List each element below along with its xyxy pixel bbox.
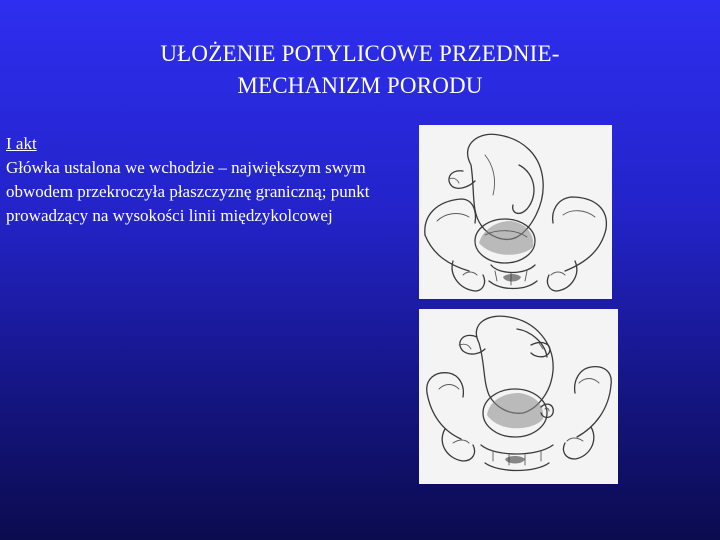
fetal-head-engaged-in-pelvis-illustration xyxy=(419,125,612,299)
description-paragraph: Główka ustalona we wchodzie – największym swym obwodem przekroczyła płaszczyznę graniczną; punkt prowadzący na wysokości linii międzykolcowej xyxy=(6,158,370,225)
act-heading: I akt xyxy=(6,134,37,153)
body-text xyxy=(6,132,406,228)
slide-title xyxy=(40,38,680,102)
fetal-head-descent-in-pelvis-illustration xyxy=(419,309,618,484)
title-line-1: UŁOŻENIE POTYLICOWE PRZEDNIE- xyxy=(160,41,560,66)
title-line-2: MECHANIZM PORODU xyxy=(237,73,483,98)
fetal-head-engaged-svg xyxy=(419,125,612,299)
fetal-head-descent-svg xyxy=(419,309,618,484)
